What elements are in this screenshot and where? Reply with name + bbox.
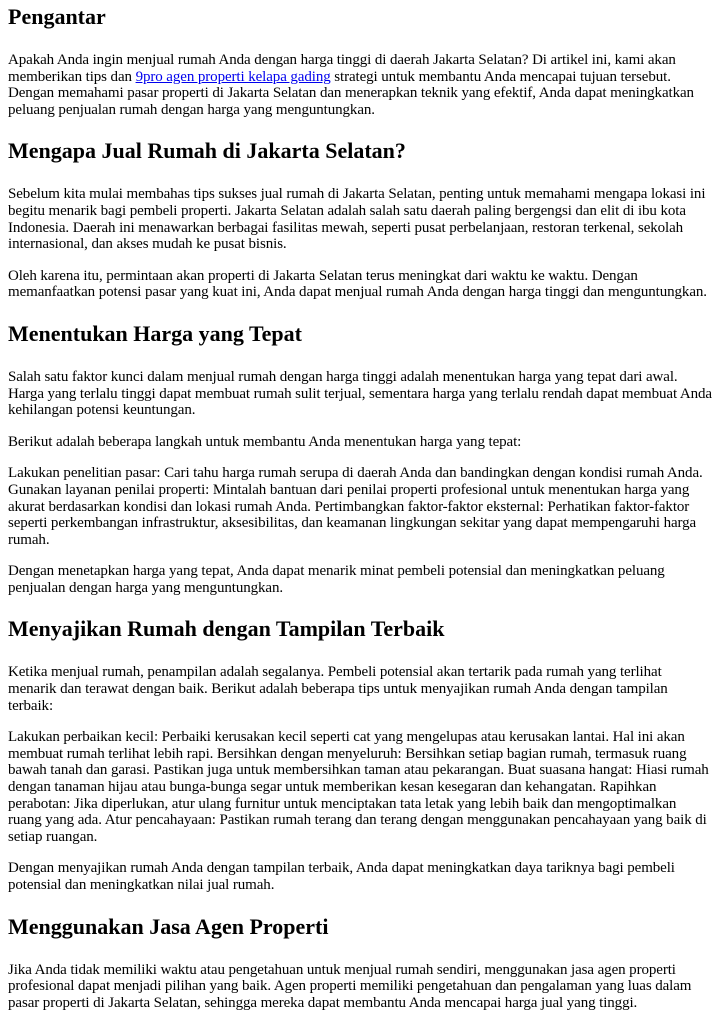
intro-paragraph [8,52,712,118]
section-heading-mengapa: Mengapa Jual Rumah di Jakarta Selatan? [8,138,406,164]
agent-link[interactable]: 9pro agen properti kelapa gading [135,68,331,85]
paragraph: Sebelum kita mulai membahas tips sukses jual rumah di Jakarta Selatan, penting untuk memahami mengapa lokasi ini begitu menarik bagi pembeli properti. Jakarta Selatan adalah salah satu daerah paling bergengsi dan elit di ibu kota Indonesia. Daerah ini menawarkan berbagai fasilitas mewah, seperti pusat perbelanjaan, restoran terkenal, sekolah internasional, dan akses mudah ke pusat bisnis. [8,186,706,253]
paragraph: Salah satu faktor kunci dalam menjual rumah dengan harga tinggi adalah menentukan harga yang tepat dari awal. Harga yang terlalu tinggi dapat membuat rumah sulit terjual, sementara harga yang terlalu rendah dapat membuat Anda kehilangan potensi keuntungan. [8,368,712,419]
section-heading-tampilan: Menyajikan Rumah dengan Tampilan Terbaik [8,616,445,642]
paragraph: Ketika menjual rumah, penampilan adalah segalanya. Pembeli potensial akan tertarik pada rumah yang terlihat menarik dan terawat dengan baik. Berikut adalah beberapa tips untuk menyajikan rumah Anda dengan tampilan terbaik: [8,664,668,714]
intro-text-before: Apakah Anda ingin menjual rumah Anda dengan harga tinggi di daerah Jakarta Selatan? Di artikel ini, kami akan memberikan tips dan [8,52,676,85]
paragraph: Lakukan penelitian pasar: Cari tahu harga rumah serupa di daerah Anda dan bandingkan dengan kondisi rumah Anda. Gunakan layanan penilai properti: Mintalah bantuan dari penilai properti profesional untuk menentukan harga yang akurat berdasarkan kondisi dan lokasi rumah Anda. Pertimbangkan faktor-faktor eksternal: Perhatikan faktor-faktor seperti perkembangan infrastruktur, aksesibilitas, dan keamanan lingkungan sekitar yang dapat mempengaruhi harga rumah. [8,465,703,548]
paragraph: Jika Anda tidak memiliki waktu atau pengetahuan untuk menjual rumah sendiri, menggunakan jasa agen properti profesional dapat menjadi pilihan yang baik. Agen properti memiliki pengetahuan dan pengalaman yang luas dalam pasar properti di Jakarta Selatan, sehingga mereka dapat membantu Anda mencapai harga jual yang tinggi. [8,961,692,1011]
article [0,4,720,1011]
section-heading-agen: Menggunakan Jasa Agen Properti [8,913,329,939]
paragraph: Dengan menetapkan harga yang tepat, Anda dapat menarik minat pembeli potensial dan meningkatkan peluang penjualan dengan harga yang menguntungkan. [8,563,665,596]
section-heading-harga: Menentukan Harga yang Tepat [8,320,302,346]
section-heading-pengantar: Pengantar [8,4,106,29]
intro-text-after: strategi untuk membantu Anda mencapai tujuan tersebut. Dengan memahami pasar properti di Jakarta Selatan dan menerapkan teknik yang efektif, Anda dapat meningkatkan peluang penjualan rumah dengan harga yang menguntungkan. [8,68,694,118]
paragraph: Berikut adalah beberapa langkah untuk membantu Anda menentukan harga yang tepat: [8,433,522,450]
paragraph: Dengan menyajikan rumah Anda dengan tampilan terbaik, Anda dapat meningkatkan daya tariknya bagi pembeli potensial dan meningkatkan nilai jual rumah. [8,860,675,893]
paragraph: Oleh karena itu, permintaan akan properti di Jakarta Selatan terus meningkat dari waktu ke waktu. Dengan memanfaatkan potensi pasar yang kuat ini, Anda dapat menjual rumah Anda dengan harga tinggi dan menguntungkan. [8,267,707,301]
paragraph: Lakukan perbaikan kecil: Perbaiki kerusakan kecil seperti cat yang mengelupas atau kerusakan lantai. Hal ini akan membuat rumah terlihat lebih rapi. Bersihkan dengan menyeluruh: Bersihkan setiap bagian rumah, termasuk ruang bawah tanah dan garasi. Pastikan juga untuk membersihkan taman atau pekarangan. Buat suasana hangat: Hiasi rumah dengan tanaman hijau atau bunga-bunga segar untuk memberikan kesan kesegaran dan kehangatan. Rapihkan perabotan: Jika diperlukan, atur ulang furnitur untuk menciptakan tata letak yang lebih baik dan mengoptimalkan ruang yang ada. Atur pencahayaan: Pastikan rumah terang dan terang dengan menggunakan pencahayaan yang baik di setiap ruangan. [8,729,709,845]
